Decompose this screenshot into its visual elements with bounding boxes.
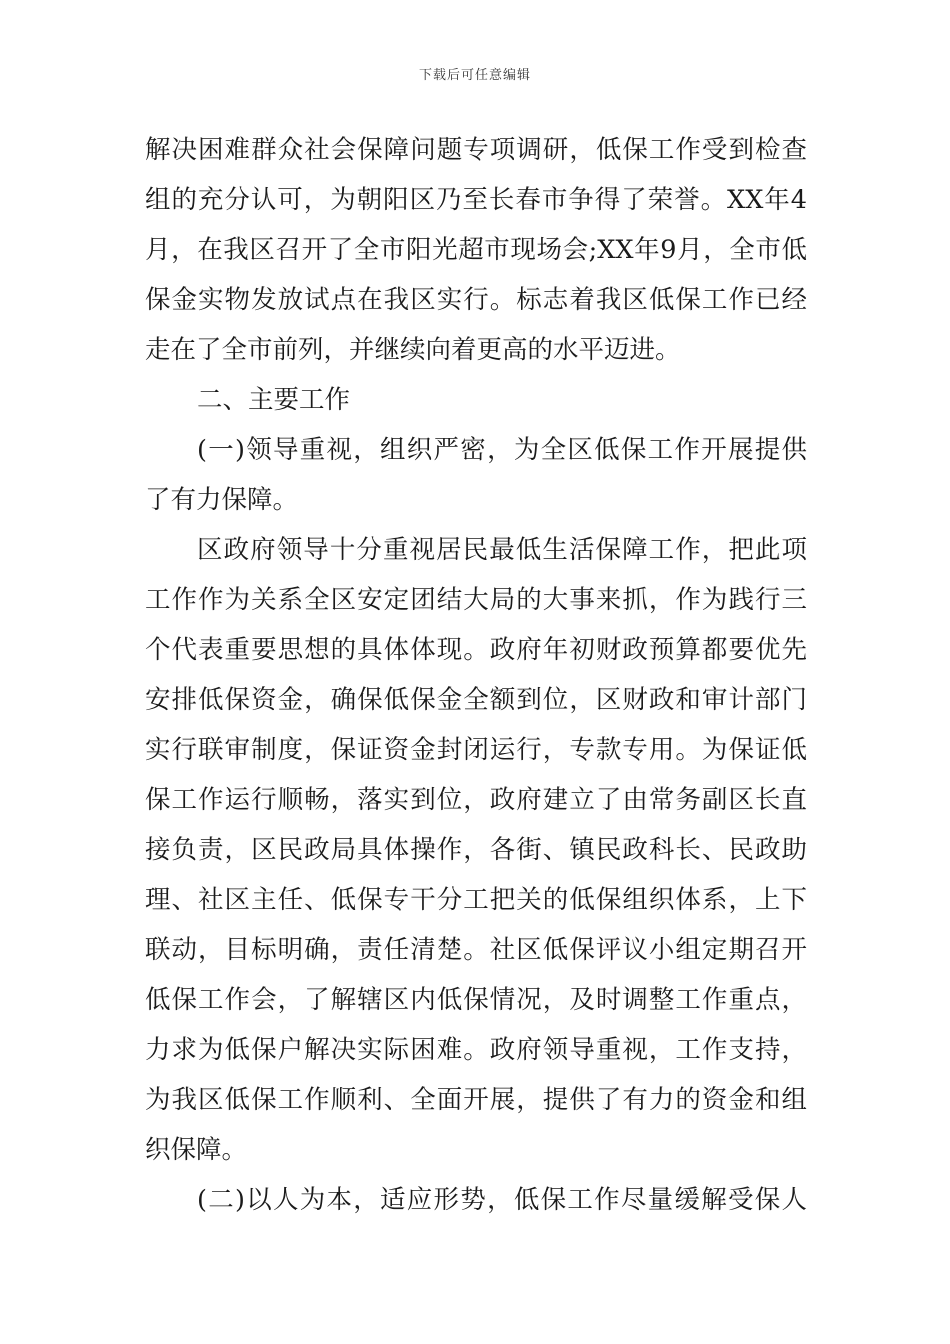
document-body (145, 125, 807, 1225)
text-line: 工作作为关系全区安定团结大局的大事来抓，作为践行三 (145, 585, 807, 615)
text-line: 织保障。 (145, 1135, 248, 1165)
text-line: 理、社区主任、低保专干分工把关的低保组织体系，上下 (145, 885, 807, 915)
text-line: 走在了全市前列，并继续向着更高的水平迈进。 (145, 335, 681, 365)
text-line: 了有力保障。 (145, 485, 299, 515)
text-line: 力求为低保户解决实际困难。政府领导重视，工作支持， (145, 1035, 807, 1065)
text-line: 低保工作会，了解辖区内低保情况，及时调整工作重点， (145, 985, 807, 1015)
text-line: 月，在我区召开了全市阳光超市现场会;XX年9月，全市低 (145, 235, 807, 265)
text-line: 组的充分认可，为朝阳区乃至长春市争得了荣誉。XX年4 (145, 185, 807, 215)
text-line: 二、主要工作 (197, 385, 351, 415)
text-line: 实行联审制度，保证资金封闭运行，专款专用。为保证低 (145, 735, 807, 765)
text-line: 解决困难群众社会保障问题专项调研，低保工作受到检查 (145, 135, 807, 165)
text-line: 保工作运行顺畅，落实到位，政府建立了由常务副区长直 (145, 785, 807, 815)
text-line: 安排低保资金，确保低保金全额到位，区财政和审计部门 (145, 685, 807, 715)
text-line: 区政府领导十分重视居民最低生活保障工作，把此项 (197, 535, 807, 565)
text-line: 接负责，区民政局具体操作，各街、镇民政科长、民政助 (145, 835, 807, 865)
text-line: 联动，目标明确，责任清楚。社区低保评议小组定期召开 (145, 935, 807, 965)
text-line: 为我区低保工作顺利、全面开展，提供了有力的资金和组 (145, 1085, 807, 1115)
text-line: (一)领导重视，组织严密，为全区低保工作开展提供 (197, 435, 807, 465)
page-header: 下载后可任意编辑 (418, 68, 531, 83)
text-line: (二)以人为本，适应形势，低保工作尽量缓解受保人 (197, 1185, 807, 1215)
text-line: 个代表重要思想的具体体现。政府年初财政预算都要优先 (145, 635, 807, 665)
text-line: 保金实物发放试点在我区实行。标志着我区低保工作已经 (145, 285, 807, 315)
